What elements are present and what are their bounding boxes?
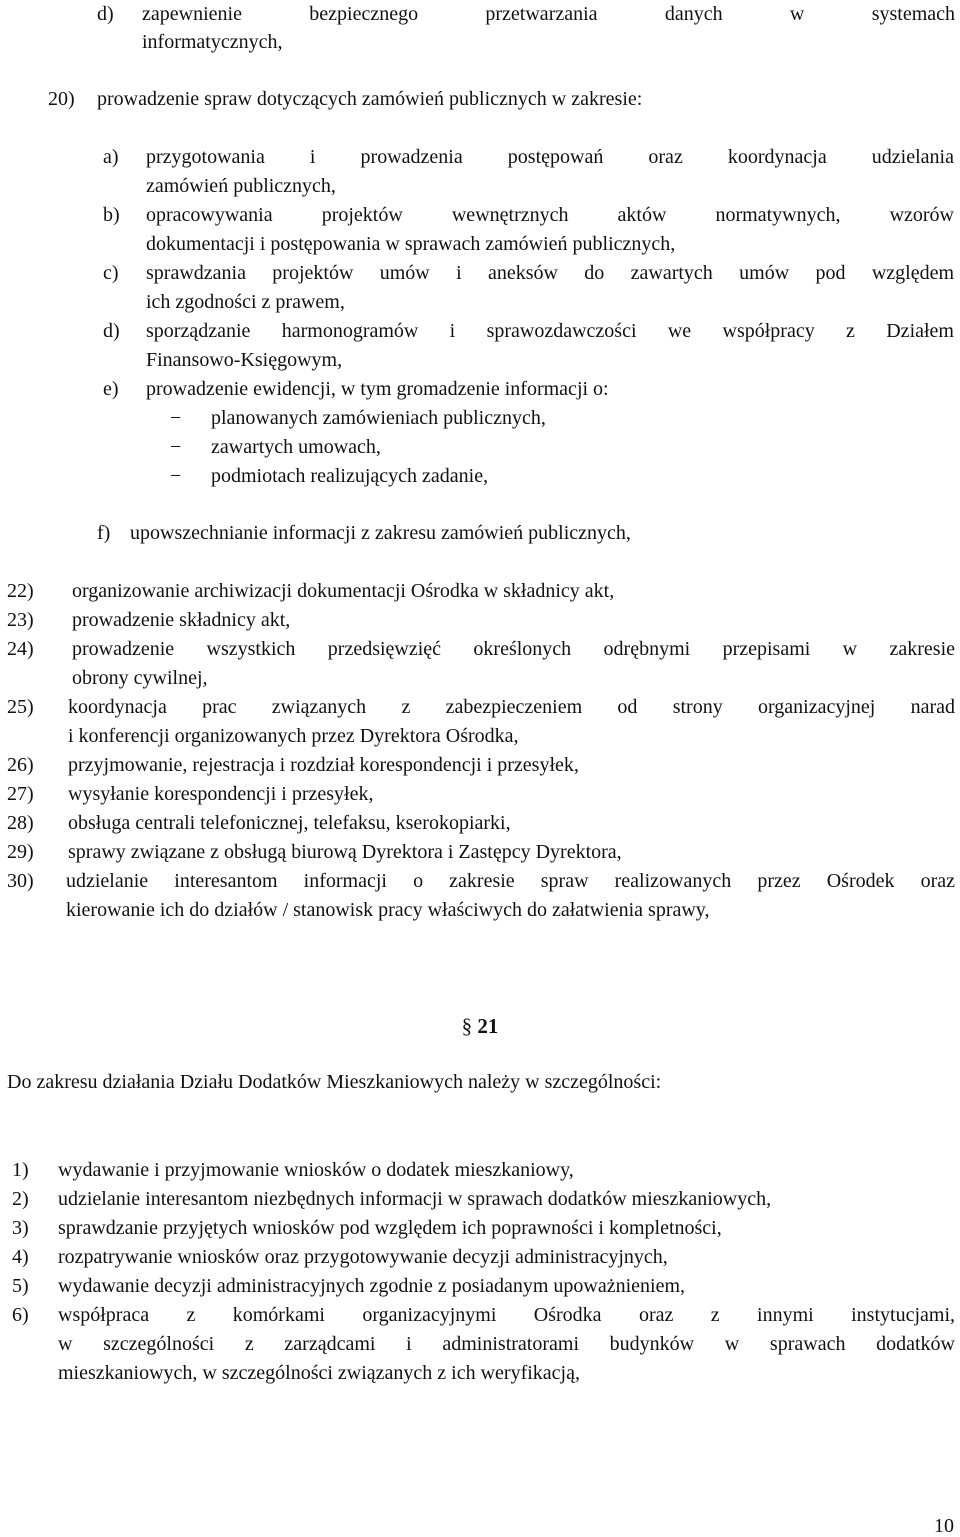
item-label: 20) [48,88,75,110]
item-text: i konferencji organizowanych przez Dyrektora Ośrodka, [68,725,519,747]
list-item [0,0,960,29]
item-text: planowanych zamówieniach publicznych, [211,407,546,429]
dash-marker: − [170,407,182,429]
list-item [0,693,960,722]
sub-item [0,259,960,288]
item-text: kierowanie ich do działów / stanowisk pracy właściwych do załatwienia sprawy, [66,899,710,921]
list-item [0,1156,960,1185]
dash-marker: − [170,436,182,458]
sub-item-continuation [0,288,960,317]
sub-item [0,143,960,172]
item-label: 24) [7,638,34,660]
list-item-continuation [0,664,960,693]
item-label: 1) [12,1159,29,1181]
sub-item [0,519,960,548]
item-text: sprawdzania projektów umów i aneksów do zawartych umów pod względem [146,262,954,284]
item-label: d) [97,3,114,25]
sub-item-continuation [0,172,960,201]
item-label: 5) [12,1275,29,1297]
item-text: wydawanie i przyjmowanie wniosków o dodatek mieszkaniowy, [58,1159,574,1181]
list-item [0,577,960,606]
item-text: prowadzenie składnicy akt, [72,609,291,631]
dash-item [0,462,960,491]
item-label: 22) [7,580,34,602]
list-item [0,809,960,838]
list-item [0,1272,960,1301]
item-text: mieszkaniowych, w szczególności związanych z ich weryfikacją, [58,1362,580,1384]
list-item [0,780,960,809]
list-item [0,1243,960,1272]
item-text: przygotowania i prowadzenia postępowań oraz koordynacja udzielania [146,146,954,168]
item-label: 28) [7,812,34,834]
item-label: d) [103,320,120,342]
sub-item [0,317,960,346]
list-item [0,867,960,896]
item-text: ich zgodności z prawem, [146,291,345,313]
intro-paragraph [0,1068,960,1097]
sub-item [0,201,960,230]
item-text: informatycznych, [142,31,283,53]
list-item-continuation [0,896,960,925]
item-label: a) [103,146,119,168]
item-text: opracowywania projektów wewnętrznych aktów normatywnych, wzorów [146,204,954,226]
intro-text: Do zakresu działania Działu Dodatków Mieszkaniowych należy w szczególności: [7,1071,662,1093]
item-text: zamówień publicznych, [146,175,336,197]
item-text: wysyłanie korespondencji i przesyłek, [68,783,374,805]
dash-item [0,433,960,462]
item-text: podmiotach realizujących zadanie, [211,465,489,487]
sub-item-continuation [0,230,960,259]
list-item [0,838,960,867]
item-text: udzielanie interesantom niezbędnych informacji w sprawach dodatków mieszkaniowych, [58,1188,772,1210]
item-label: c) [103,262,119,284]
sub-item-continuation [0,346,960,375]
item-text: zapewnienie bezpiecznego przetwarzania danych w systemach [142,3,955,25]
item-label: 4) [12,1246,29,1268]
item-text: w szczególności z zarządcami i administratorami budynków w sprawach dodatków [58,1333,955,1355]
section-heading [0,1012,960,1041]
item-text: prowadzenie ewidencji, w tym gromadzenie informacji o: [146,378,609,400]
item-text: prowadzenie wszystkich przedsięwzięć określonych odrębnymi przepisami w zakresie [72,638,955,660]
item-text: dokumentacji i postępowania w sprawach zamówień publicznych, [146,233,676,255]
section-number: 21 [477,1014,499,1038]
page-number: 10 [934,1515,954,1537]
item-label: e) [103,378,119,400]
item-text: rozpatrywanie wniosków oraz przygotowywanie decyzji administracyjnych, [58,1246,668,1268]
item-label: 30) [7,870,34,892]
item-text: prowadzenie spraw dotyczących zamówień publicznych w zakresie: [97,88,643,110]
item-text: współpraca z komórkami organizacyjnymi Ośrodka oraz z innymi instytucjami, [58,1304,955,1326]
item-label: 25) [7,696,34,718]
list-item-continuation [0,28,960,57]
list-item [0,1185,960,1214]
item-label: f) [97,522,111,544]
item-text: upowszechnianie informacji z zakresu zamówień publicznych, [130,522,631,544]
list-item [0,85,960,114]
item-text: sporządzanie harmonogramów i sprawozdawczości we współpracy z Działem [146,320,954,342]
item-text: udzielanie interesantom informacji o zakresie spraw realizowanych przez Ośrodek oraz [66,870,955,892]
dash-item [0,404,960,433]
list-item [0,1301,960,1330]
list-item [0,606,960,635]
item-label: b) [103,204,120,226]
item-text: sprawdzanie przyjętych wniosków pod względem ich poprawności i kompletności, [58,1217,722,1239]
item-label: 2) [12,1188,29,1210]
sub-item [0,375,960,404]
list-item [0,1214,960,1243]
section-symbol: § [461,1014,473,1038]
item-text: obsługa centrali telefonicznej, telefaksu, kserokopiarki, [68,812,511,834]
item-label: 3) [12,1217,29,1239]
item-label: 26) [7,754,34,776]
item-text: wydawanie decyzji administracyjnych zgodnie z posiadanym upoważnieniem, [58,1275,686,1297]
item-text: Finansowo-Księgowym, [146,349,343,371]
item-text: przyjmowanie, rejestracja i rozdział korespondencji i przesyłek, [68,754,579,776]
list-item-continuation [0,1359,960,1388]
list-item [0,635,960,664]
item-label: 6) [12,1304,29,1326]
item-text: sprawy związane z obsługą biurową Dyrektora i Zastępcy Dyrektora, [68,841,622,863]
item-label: 27) [7,783,34,805]
list-item-continuation [0,1330,960,1359]
list-item-continuation [0,722,960,751]
dash-marker: − [170,465,182,487]
item-text: koordynacja prac związanych z zabezpieczeniem od strony organizacyjnej narad [68,696,955,718]
item-label: 23) [7,609,34,631]
item-label: 29) [7,841,34,863]
item-text: organizowanie archiwizacji dokumentacji Ośrodka w składnicy akt, [72,580,615,602]
list-item [0,751,960,780]
item-text: zawartych umowach, [211,436,381,458]
item-text: obrony cywilnej, [72,667,208,689]
